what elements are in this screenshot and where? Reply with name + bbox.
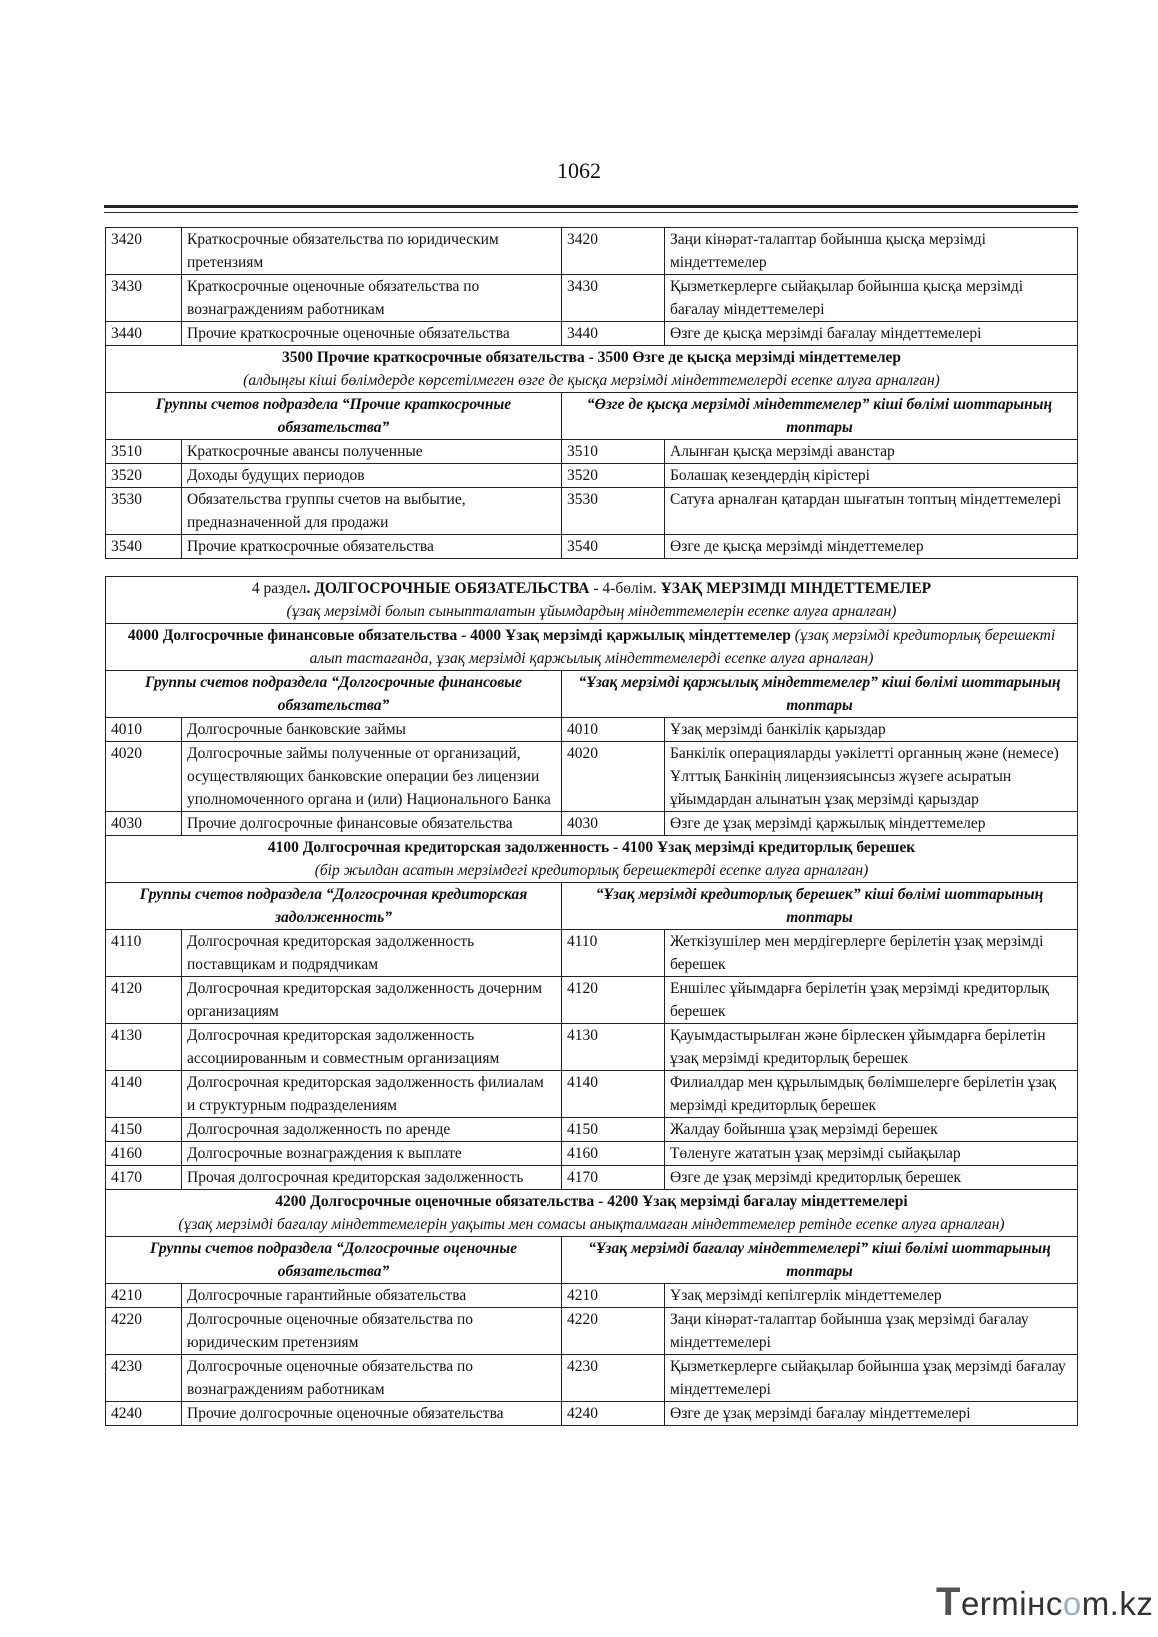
account-name-ru: Прочие краткосрочные обязательства (182, 535, 562, 559)
table-row (106, 1284, 1078, 1308)
header-rule (104, 205, 1078, 208)
accounts-table-3400-3500 (105, 227, 1078, 559)
table-row (106, 1308, 1078, 1355)
table-row (106, 1024, 1078, 1071)
account-name-kz: Алынған қысқа мерзімді аванстар (665, 440, 1078, 464)
section-4-prefix: 4 раздел (251, 580, 307, 597)
account-code-kz: 3430 (562, 275, 665, 322)
table-row (106, 1142, 1078, 1166)
section-header-4 (106, 577, 1078, 624)
account-name-ru: Краткосрочные авансы полученные (182, 440, 562, 464)
accounts-table-section-4 (105, 576, 1078, 1426)
account-name-ru: Долгосрочные банковские займы (182, 718, 562, 742)
account-code-ru: 3420 (106, 228, 182, 275)
account-code-ru: 4160 (106, 1142, 182, 1166)
account-name-ru: Прочие долгосрочные оценочные обязательства (182, 1402, 562, 1426)
table-row (106, 1071, 1078, 1118)
group-header-4200 (106, 1237, 1078, 1284)
section-4-title (111, 577, 1072, 600)
account-name-kz: Өзге де ұзақ мерзімді бағалау міндеттемелері (665, 1402, 1078, 1426)
account-name-ru: Долгосрочная кредиторская задолженность филиалам и структурным подразделениям (182, 1071, 562, 1118)
account-code-ru: 4170 (106, 1166, 182, 1190)
table-row (106, 1118, 1078, 1142)
account-name-kz: Банкілік операцияларды уәкілетті органның және (немесе) Ұлттық Банкінің лицензиясынсыз жүзеге асыратын ұйымдардан алынатын ұзақ мерзімді қарыздар (665, 742, 1078, 812)
group-header-ru: Группы счетов подраздела “Прочие краткосрочные обязательства” (106, 393, 562, 440)
account-name-kz: Жеткізушілер мен мердігерлерге берілетін ұзақ мерзімді берешек (665, 930, 1078, 977)
account-name-ru: Прочие долгосрочные финансовые обязательства (182, 812, 562, 836)
account-code-kz: 4110 (562, 930, 665, 977)
section-4-title-kz: ҰЗАҚ МЕРЗІМДІ МІНДЕТТЕМЕЛЕР (660, 580, 932, 597)
section-note-4000: (ұзақ мерзімді кредиторлық берешекті алып тастағанда, ұзақ мерзімді қаржылық міндеттемелерді есепке алуға арналған) (309, 627, 1056, 667)
account-name-kz: Болашақ кезеңдердің кірістері (665, 464, 1078, 488)
account-name-kz: Ұзақ мерзімді кепілгерлік міндеттемелер (665, 1284, 1078, 1308)
account-name-ru: Прочие краткосрочные оценочные обязательства (182, 322, 562, 346)
account-code-kz: 4010 (562, 718, 665, 742)
account-name-ru: Долгосрочные оценочные обязательства по вознаграждениям работникам (182, 1355, 562, 1402)
account-name-ru: Долгосрочные займы полученные от организаций, осуществляющих банковские операции без лицензии уполномоченного органа и (или) Национального Банка (182, 742, 562, 812)
group-header-ru: Группы счетов подраздела “Долгосрочные оценочные обязательства” (106, 1237, 562, 1284)
table-row (106, 275, 1078, 322)
account-code-kz: 3420 (562, 228, 665, 275)
account-code-ru: 3510 (106, 440, 182, 464)
header-rule-thin (104, 212, 1078, 213)
group-header-4000 (106, 671, 1078, 718)
section-header-3500 (106, 346, 1078, 393)
group-header-4100 (106, 883, 1078, 930)
account-name-kz: Сатуға арналған қатардан шығатын топтың міндеттемелері (665, 488, 1078, 535)
account-code-kz: 4160 (562, 1142, 665, 1166)
section-4-note: (ұзақ мерзімді болып сыныпталатын ұйымдардың міндеттемелерін есепке алуға арналған) (286, 603, 897, 620)
account-code-ru: 3430 (106, 275, 182, 322)
section-title-4200: 4200 Долгосрочные оценочные обязательства - 4200 Ұзақ мерзімді бағалау міндеттемелері (275, 1193, 908, 1210)
account-name-ru: Долгосрочные оценочные обязательства по юридическим претензиям (182, 1308, 562, 1355)
section-4-title-ru: . ДОЛГОСРОЧНЫЕ ОБЯЗАТЕЛЬСТВА (306, 580, 590, 597)
account-code-ru: 4130 (106, 1024, 182, 1071)
account-code-ru: 4110 (106, 930, 182, 977)
group-header-kz: “Ұзақ мерзімді кредиторлық берешек” кіші бөлімі шоттарының топтары (562, 883, 1078, 930)
account-code-kz: 4170 (562, 1166, 665, 1190)
account-code-ru: 4120 (106, 977, 182, 1024)
account-name-ru: Долгосрочные вознаграждения к выплате (182, 1142, 562, 1166)
account-code-kz: 4130 (562, 1024, 665, 1071)
account-name-ru: Долгосрочные гарантийные обязательства (182, 1284, 562, 1308)
account-name-ru: Краткосрочные оценочные обязательства по вознаграждениям работникам (182, 275, 562, 322)
section-header-4000 (106, 624, 1078, 671)
table-row (106, 322, 1078, 346)
account-code-ru: 4020 (106, 742, 182, 812)
group-header-kz: “Өзге де қысқа мерзімді міндеттемелер” кіші бөлімі шоттарының топтары (562, 393, 1078, 440)
group-header-kz: “Ұзақ мерзімді қаржылық міндеттемелер” кіші бөлімі шоттарының топтары (562, 671, 1078, 718)
account-code-kz: 3530 (562, 488, 665, 535)
account-code-kz: 3520 (562, 464, 665, 488)
table-row (106, 488, 1078, 535)
table-row (106, 718, 1078, 742)
account-name-ru: Долгосрочная кредиторская задолженность ассоциированным и совместным организациям (182, 1024, 562, 1071)
account-code-ru: 4150 (106, 1118, 182, 1142)
logo-part-1: T (936, 1580, 961, 1624)
account-code-ru: 4240 (106, 1402, 182, 1426)
group-header-3500 (106, 393, 1078, 440)
section-title-4100: 4100 Долгосрочная кредиторская задолженность - 4100 Ұзақ мерзімді кредиторлық берешек (267, 839, 916, 856)
account-code-kz: 3510 (562, 440, 665, 464)
section-4-title-mid: - 4-бөлім. (589, 580, 661, 597)
table-row (106, 440, 1078, 464)
account-name-kz: Өзге де қысқа мерзімді бағалау міндеттемелері (665, 322, 1078, 346)
account-code-kz: 3440 (562, 322, 665, 346)
account-name-ru: Долгосрочная кредиторская задолженность поставщикам и подрядчикам (182, 930, 562, 977)
account-code-ru: 4230 (106, 1355, 182, 1402)
account-name-kz: Заңи кінәрат-талаптар бойынша ұзақ мерзімді бағалау міндеттемелері (665, 1308, 1078, 1355)
table-row (106, 812, 1078, 836)
table-row (106, 464, 1078, 488)
account-name-kz: Өзге де ұзақ мерзімді қаржылық міндеттемелер (665, 812, 1078, 836)
section-note-3500: (алдыңғы кіші бөлімдерде көрсетілмеген өзге де қысқа мерзімді міндеттемелерді есепке алуға арналған) (243, 372, 940, 389)
account-code-ru: 4030 (106, 812, 182, 836)
account-name-kz: Ұзақ мерзімді банкілік қарыздар (665, 718, 1078, 742)
table-row (106, 1402, 1078, 1426)
account-name-ru: Краткосрочные обязательства по юридическим претензиям (182, 228, 562, 275)
logo-part-2: ermінc (960, 1585, 1063, 1622)
account-name-kz: Қызметкерлерге сыйақылар бойынша қысқа мерзімді бағалау міндеттемелері (665, 275, 1078, 322)
table-row (106, 742, 1078, 812)
table-row (106, 930, 1078, 977)
account-code-kz: 4140 (562, 1071, 665, 1118)
account-name-kz: Еншілес ұйымдарға берілетін ұзақ мерзімді кредиторлық берешек (665, 977, 1078, 1024)
logo-part-3: o (1062, 1585, 1082, 1622)
account-name-kz: Филиалдар мен құрылымдық бөлімшелерге берілетін ұзақ мерзімді кредиторлық берешек (665, 1071, 1078, 1118)
account-name-kz: Қызметкерлерге сыйақылар бойынша ұзақ мерзімді бағалау міндеттемелері (665, 1355, 1078, 1402)
account-name-kz: Қауымдастырылған және бірлескен ұйымдарға берілетін ұзақ мерзімді кредиторлық берешек (665, 1024, 1078, 1071)
table-row (106, 1166, 1078, 1190)
account-code-kz: 4230 (562, 1355, 665, 1402)
group-header-kz: “Ұзақ мерзімді бағалау міндеттемелері” кіші бөлімі шоттарының топтары (562, 1237, 1078, 1284)
account-code-kz: 3540 (562, 535, 665, 559)
table-row (106, 228, 1078, 275)
account-code-ru: 3440 (106, 322, 182, 346)
table-row (106, 535, 1078, 559)
account-code-kz: 4030 (562, 812, 665, 836)
account-code-ru: 3530 (106, 488, 182, 535)
logo-part-4: m.kz (1081, 1585, 1154, 1622)
account-name-kz: Өзге де ұзақ мерзімді кредиторлық берешек (665, 1166, 1078, 1190)
section-header-4200 (106, 1190, 1078, 1237)
account-code-ru: 3540 (106, 535, 182, 559)
page-number: 1062 (557, 158, 601, 183)
account-name-kz: Өзге де қысқа мерзімді міндеттемелер (665, 535, 1078, 559)
account-name-kz: Жалдау бойынша ұзақ мерзімді берешек (665, 1118, 1078, 1142)
termincom-logo (936, 1580, 1153, 1625)
account-code-ru: 4220 (106, 1308, 182, 1355)
section-title-4000: 4000 Долгосрочные финансовые обязательства - 4000 Ұзақ мерзімді қаржылық міндеттемелер (127, 627, 791, 644)
account-code-kz: 4220 (562, 1308, 665, 1355)
account-name-kz: Заңи кінәрат-талаптар бойынша қысқа мерзімді міндеттемелер (665, 228, 1078, 275)
account-code-ru: 4010 (106, 718, 182, 742)
account-code-kz: 4020 (562, 742, 665, 812)
section-note-4100: (бір жылдан асатын мерзімдегі кредиторлық берешектерді есепке алуға арналған) (314, 862, 869, 879)
section-note-4200: (ұзақ мерзімді бағалау міндеттемелерін уақыты мен сомасы анықталмаған міндеттемелер ретінде есепке алуға арналған) (178, 1216, 1005, 1233)
account-code-kz: 4150 (562, 1118, 665, 1142)
account-code-kz: 4210 (562, 1284, 665, 1308)
account-code-kz: 4120 (562, 977, 665, 1024)
section-title-3500: 3500 Прочие краткосрочные обязательства - 3500 Өзге де қысқа мерзімді міндеттемелер (281, 349, 902, 366)
account-code-ru: 4210 (106, 1284, 182, 1308)
account-code-kz: 4240 (562, 1402, 665, 1426)
table-row (106, 977, 1078, 1024)
table-row (106, 1355, 1078, 1402)
group-header-ru: Группы счетов подраздела “Долгосрочная кредиторская задолженность” (106, 883, 562, 930)
account-name-ru: Прочая долгосрочная кредиторская задолженность (182, 1166, 562, 1190)
account-name-ru: Долгосрочная кредиторская задолженность дочерним организациям (182, 977, 562, 1024)
group-header-ru: Группы счетов подраздела “Долгосрочные финансовые обязательства” (106, 671, 562, 718)
account-name-ru: Доходы будущих периодов (182, 464, 562, 488)
section-header-4100 (106, 836, 1078, 883)
account-name-kz: Төленуге жататын ұзақ мерзімді сыйақылар (665, 1142, 1078, 1166)
account-code-ru: 4140 (106, 1071, 182, 1118)
account-code-ru: 3520 (106, 464, 182, 488)
account-name-ru: Долгосрочная задолженность по аренде (182, 1118, 562, 1142)
account-name-ru: Обязательства группы счетов на выбытие, предназначенной для продажи (182, 488, 562, 535)
